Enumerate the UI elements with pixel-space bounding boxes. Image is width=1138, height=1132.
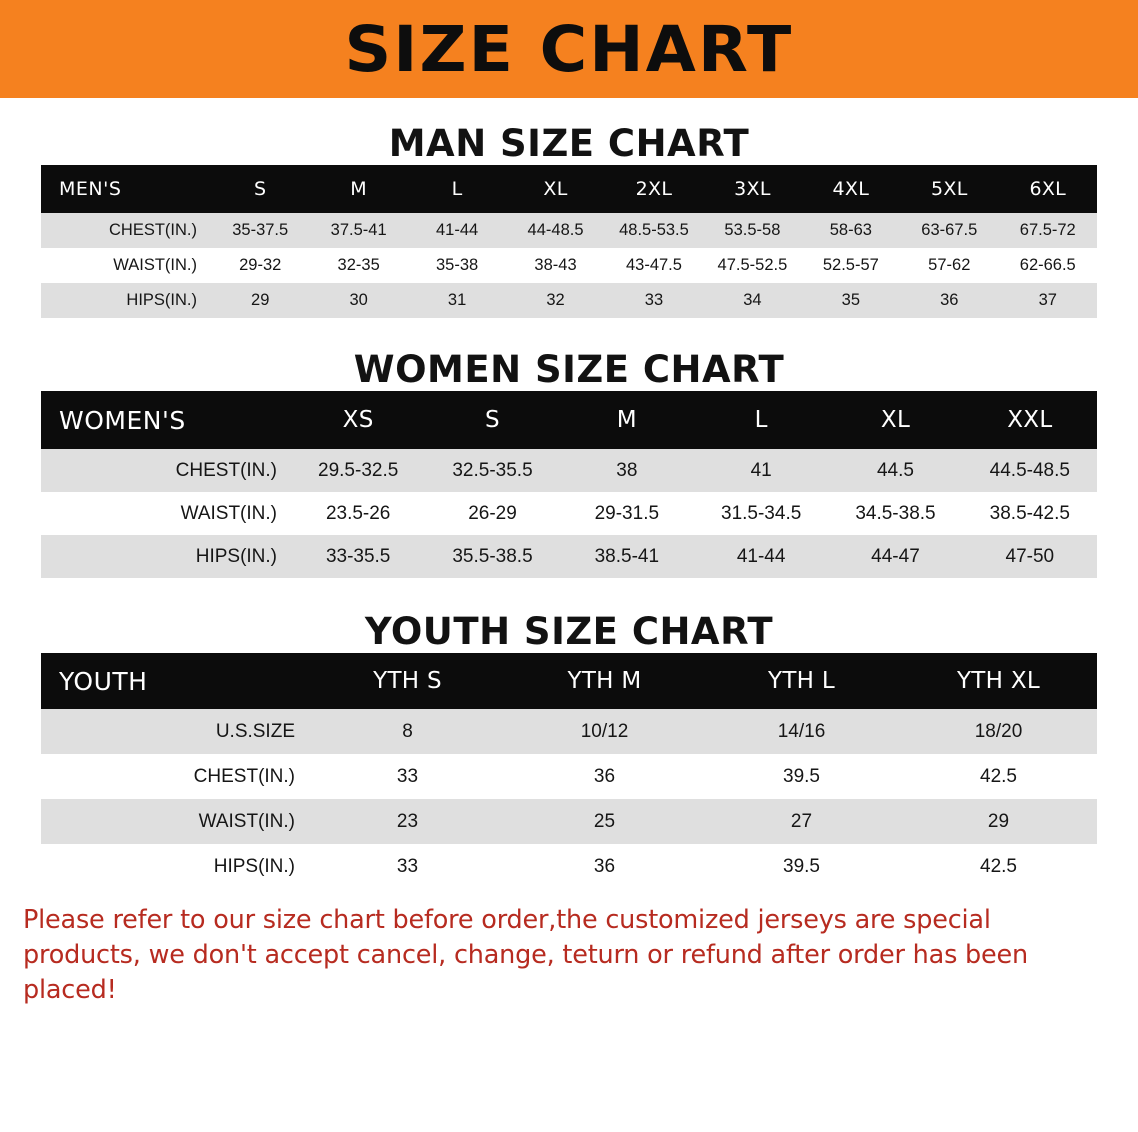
cell: 33	[396, 855, 419, 877]
column-header: L	[451, 178, 463, 200]
cell: 10/12	[580, 720, 629, 742]
column-header: XS	[342, 407, 374, 433]
column-header: 2XL	[635, 178, 673, 200]
column-header: XL	[543, 178, 568, 200]
cell: 35-37.5	[232, 221, 289, 239]
cell: 43-47.5	[625, 256, 682, 274]
cell: 58-63	[829, 221, 872, 239]
cell: 57-62	[928, 256, 971, 274]
cell: 8	[402, 720, 413, 742]
cell: 47.5-52.5	[717, 256, 788, 274]
row-label: U.S.SIZE	[215, 720, 295, 742]
banner	[0, 0, 1138, 98]
cell: 27	[790, 810, 813, 832]
column-header: XL	[880, 407, 911, 433]
table-header-row	[41, 653, 1097, 709]
cell: 35	[841, 291, 861, 309]
column-header: 5XL	[930, 178, 968, 200]
column-header: YTH L	[767, 668, 836, 694]
table-row	[41, 754, 1097, 799]
women-table-wrapper	[41, 391, 1097, 578]
cell: 23	[396, 810, 419, 832]
column-header: MEN'S	[59, 178, 122, 200]
column-header: YOUTH	[59, 666, 148, 696]
cell: 34.5-38.5	[855, 502, 936, 524]
row-label: HIPS(IN.)	[126, 291, 197, 309]
cell: 42.5	[980, 855, 1017, 877]
column-header: M	[350, 178, 367, 200]
man-section-heading: MAN SIZE CHART	[388, 122, 750, 165]
table-row	[41, 799, 1097, 844]
row-label: HIPS(IN.)	[213, 855, 295, 877]
table-row	[41, 535, 1097, 578]
row-label: WAIST(IN.)	[113, 256, 197, 274]
cell: 34	[743, 291, 762, 309]
cell: 42.5	[980, 765, 1017, 787]
disclaimer-note: Please refer to our size chart before order,the customized jerseys are special products, we don't accept cancel, change, teturn or refund after order has been placed!	[23, 905, 1028, 1006]
cell: 33-35.5	[325, 545, 391, 567]
cell: 36	[593, 765, 616, 787]
cell: 44.5	[876, 459, 914, 481]
page-title: SIZE CHART	[344, 12, 794, 86]
women-section-heading: WOMEN SIZE CHART	[353, 348, 785, 391]
cell: 37	[1038, 291, 1057, 309]
cell: 33	[396, 765, 419, 787]
cell: 31	[447, 291, 467, 309]
cell: 38.5-42.5	[989, 502, 1070, 524]
table-row	[41, 449, 1097, 492]
cell: 36	[593, 855, 616, 877]
column-header: YTH M	[567, 668, 642, 694]
cell: 14/16	[777, 720, 826, 742]
row-label: CHEST(IN.)	[193, 765, 295, 787]
youth-size-table	[41, 653, 1097, 889]
cell: 31.5-34.5	[721, 502, 802, 524]
cell: 39.5	[783, 765, 820, 787]
cell: 44-47	[871, 545, 920, 567]
cell: 38	[616, 459, 638, 481]
cell: 47-50	[1005, 545, 1055, 567]
man-size-table	[41, 165, 1097, 318]
column-header: 4XL	[832, 178, 870, 200]
table-header-row	[41, 391, 1097, 449]
table-row	[41, 492, 1097, 535]
cell: 41	[750, 459, 772, 481]
cell: 29-32	[239, 256, 282, 274]
cell: 48.5-53.5	[619, 221, 689, 239]
table-row	[41, 844, 1097, 889]
column-header: S	[254, 178, 267, 200]
cell: 63-67.5	[921, 221, 978, 239]
column-header: YTH XL	[956, 668, 1041, 694]
cell: 35-38	[435, 256, 479, 274]
column-header: L	[754, 407, 768, 433]
cell: 29	[987, 810, 1010, 832]
cell: 52.5-57	[822, 256, 879, 274]
table-row	[41, 283, 1097, 318]
cell: 29-31.5	[594, 502, 660, 524]
cell: 53.5-58	[724, 221, 781, 239]
column-header: M	[616, 407, 637, 433]
table-row	[41, 248, 1097, 283]
column-header: XXL	[1007, 407, 1053, 433]
column-header: S	[485, 407, 500, 433]
youth-section-heading: YOUTH SIZE CHART	[364, 610, 774, 653]
row-label: WAIST(IN.)	[198, 810, 295, 832]
cell: 25	[593, 810, 616, 832]
column-header: 3XL	[734, 178, 771, 200]
cell: 33	[644, 291, 664, 309]
man-table-wrapper	[41, 165, 1097, 318]
row-label: HIPS(IN.)	[195, 545, 277, 567]
cell: 44.5-48.5	[989, 459, 1070, 481]
cell: 18/20	[974, 720, 1023, 742]
cell: 29.5-32.5	[318, 459, 399, 481]
cell: 23.5-26	[325, 502, 391, 524]
row-label: WAIST(IN.)	[180, 502, 277, 524]
cell: 32	[546, 291, 565, 309]
women-size-table	[41, 391, 1097, 578]
column-header: WOMEN'S	[59, 405, 186, 435]
cell: 38.5-41	[594, 545, 660, 567]
row-label: CHEST(IN.)	[175, 459, 277, 481]
cell: 32-35	[337, 256, 380, 274]
cell: 36	[940, 291, 959, 309]
youth-table-wrapper	[41, 653, 1097, 889]
cell: 67.5-72	[1019, 221, 1076, 239]
cell: 32.5-35.5	[452, 459, 533, 481]
cell: 35.5-38.5	[452, 545, 533, 567]
table-row	[41, 709, 1097, 754]
cell: 38-43	[534, 256, 577, 274]
cell: 29	[251, 291, 270, 309]
table-row	[41, 213, 1097, 248]
cell: 30	[349, 291, 368, 309]
cell: 44-48.5	[527, 221, 584, 239]
row-label: CHEST(IN.)	[109, 221, 197, 239]
cell: 37.5-41	[330, 221, 387, 239]
table-header-row	[41, 165, 1097, 213]
cell: 41-44	[736, 545, 786, 567]
column-header: YTH S	[373, 668, 442, 694]
column-header: 6XL	[1029, 178, 1067, 200]
cell: 41-44	[435, 221, 479, 239]
cell: 62-66.5	[1019, 256, 1076, 274]
cell: 26-29	[468, 502, 517, 524]
cell: 39.5	[783, 855, 820, 877]
